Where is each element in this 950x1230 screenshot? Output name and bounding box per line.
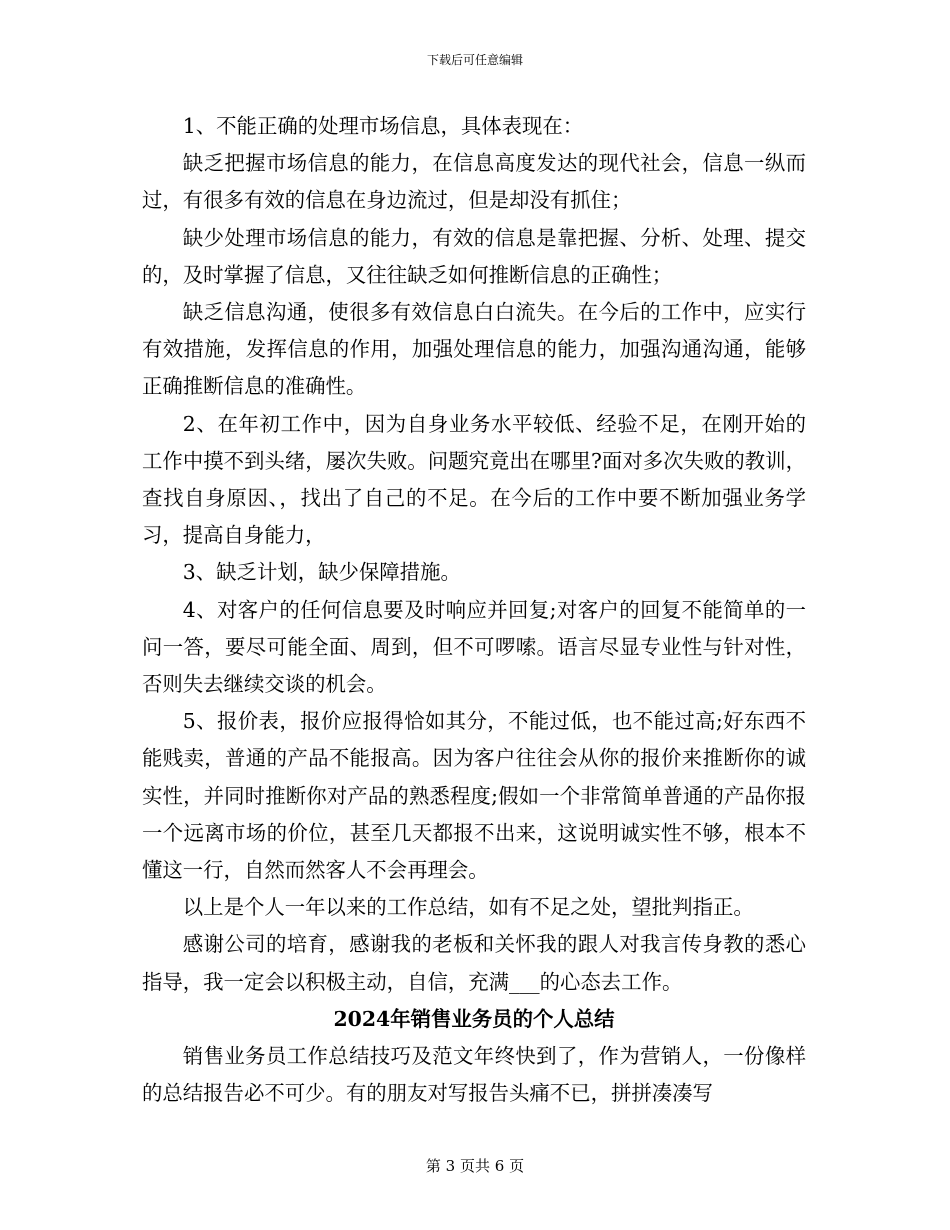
paragraph-1: 1、不能正确的处理市场信息，具体表现在： [182, 114, 584, 138]
paragraph-4: 缺乏信息沟通，使很多有效信息白白流失。在今后的工作中，应实行有效措施，发挥信息的作用，加强处理信息的能力，加强沟通沟通，能够正确推断信息的准确性。 [142, 300, 806, 399]
section-paragraph-1: 销售业务员工作总结技巧及范文年终快到了，作为营销人，一份像样的总结报告必不可少。有的朋友对写报告头痛不已，拼拼凑凑写 [142, 1044, 806, 1106]
paragraph-7: 4、对客户的任何信息要及时响应并回复;对客户的回复不能简单的一问一答，要尽可能全面、周到，但不可啰嗦。语言尽显专业性与针对性，否则失去继续交谈的机会。 [142, 597, 806, 697]
paragraph-8: 5、报价表，报价应报得恰如其分，不能过低，也不能过高;好东西不能贱卖，普通的产品不能报高。因为客户往往会从你的报价来推断你的诚实性，并同时推断你对产品的熟悉程度;假如一个非常简单普通的产品你报一个远离市场的价位，甚至几天都报不出来，这说明诚实性不够，根本不懂这一行，自然而然客人不会再理会。 [142, 709, 806, 883]
page-header: 下载后可任意编辑 [426, 53, 523, 67]
page-footer: 第 3 页共 6 页 [425, 1157, 525, 1175]
section-title: 2024年销售业务员的个人总结 [333, 1006, 615, 1031]
paragraph-2: 缺乏把握市场信息的能力，在信息高度发达的现代社会，信息一纵而过，有很多有效的信息在身边流过，但是却没有抓住； [142, 151, 806, 213]
document-body [142, 108, 806, 1112]
paragraph-10: 感谢公司的培育，感谢我的老板和关怀我的跟人对我言传身教的悉心指导，我一定会以积极主动，自信，充满___的心态去工作。 [142, 932, 806, 994]
paragraph-6: 3、缺乏计划，缺少保障措施。 [182, 560, 461, 585]
paragraph-9: 以上是个人一年以来的工作总结，如有不足之处，望批判指正。 [182, 895, 754, 920]
paragraph-3: 缺少处理市场信息的能力，有效的信息是靠把握、分析、处理、提交的，及时掌握了信息，又往往缺乏如何推断信息的正确性； [142, 225, 806, 287]
paragraph-5: 2、在年初工作中，因为自身业务水平较低、经验不足，在刚开始的工作中摸不到头绪，屡次失败。问题究竟出在哪里?面对多次失败的教训，查找自身原因、，找出了自己的不足。在今后的工作中要不断加强业务学习，提高自身能力， [142, 411, 806, 548]
